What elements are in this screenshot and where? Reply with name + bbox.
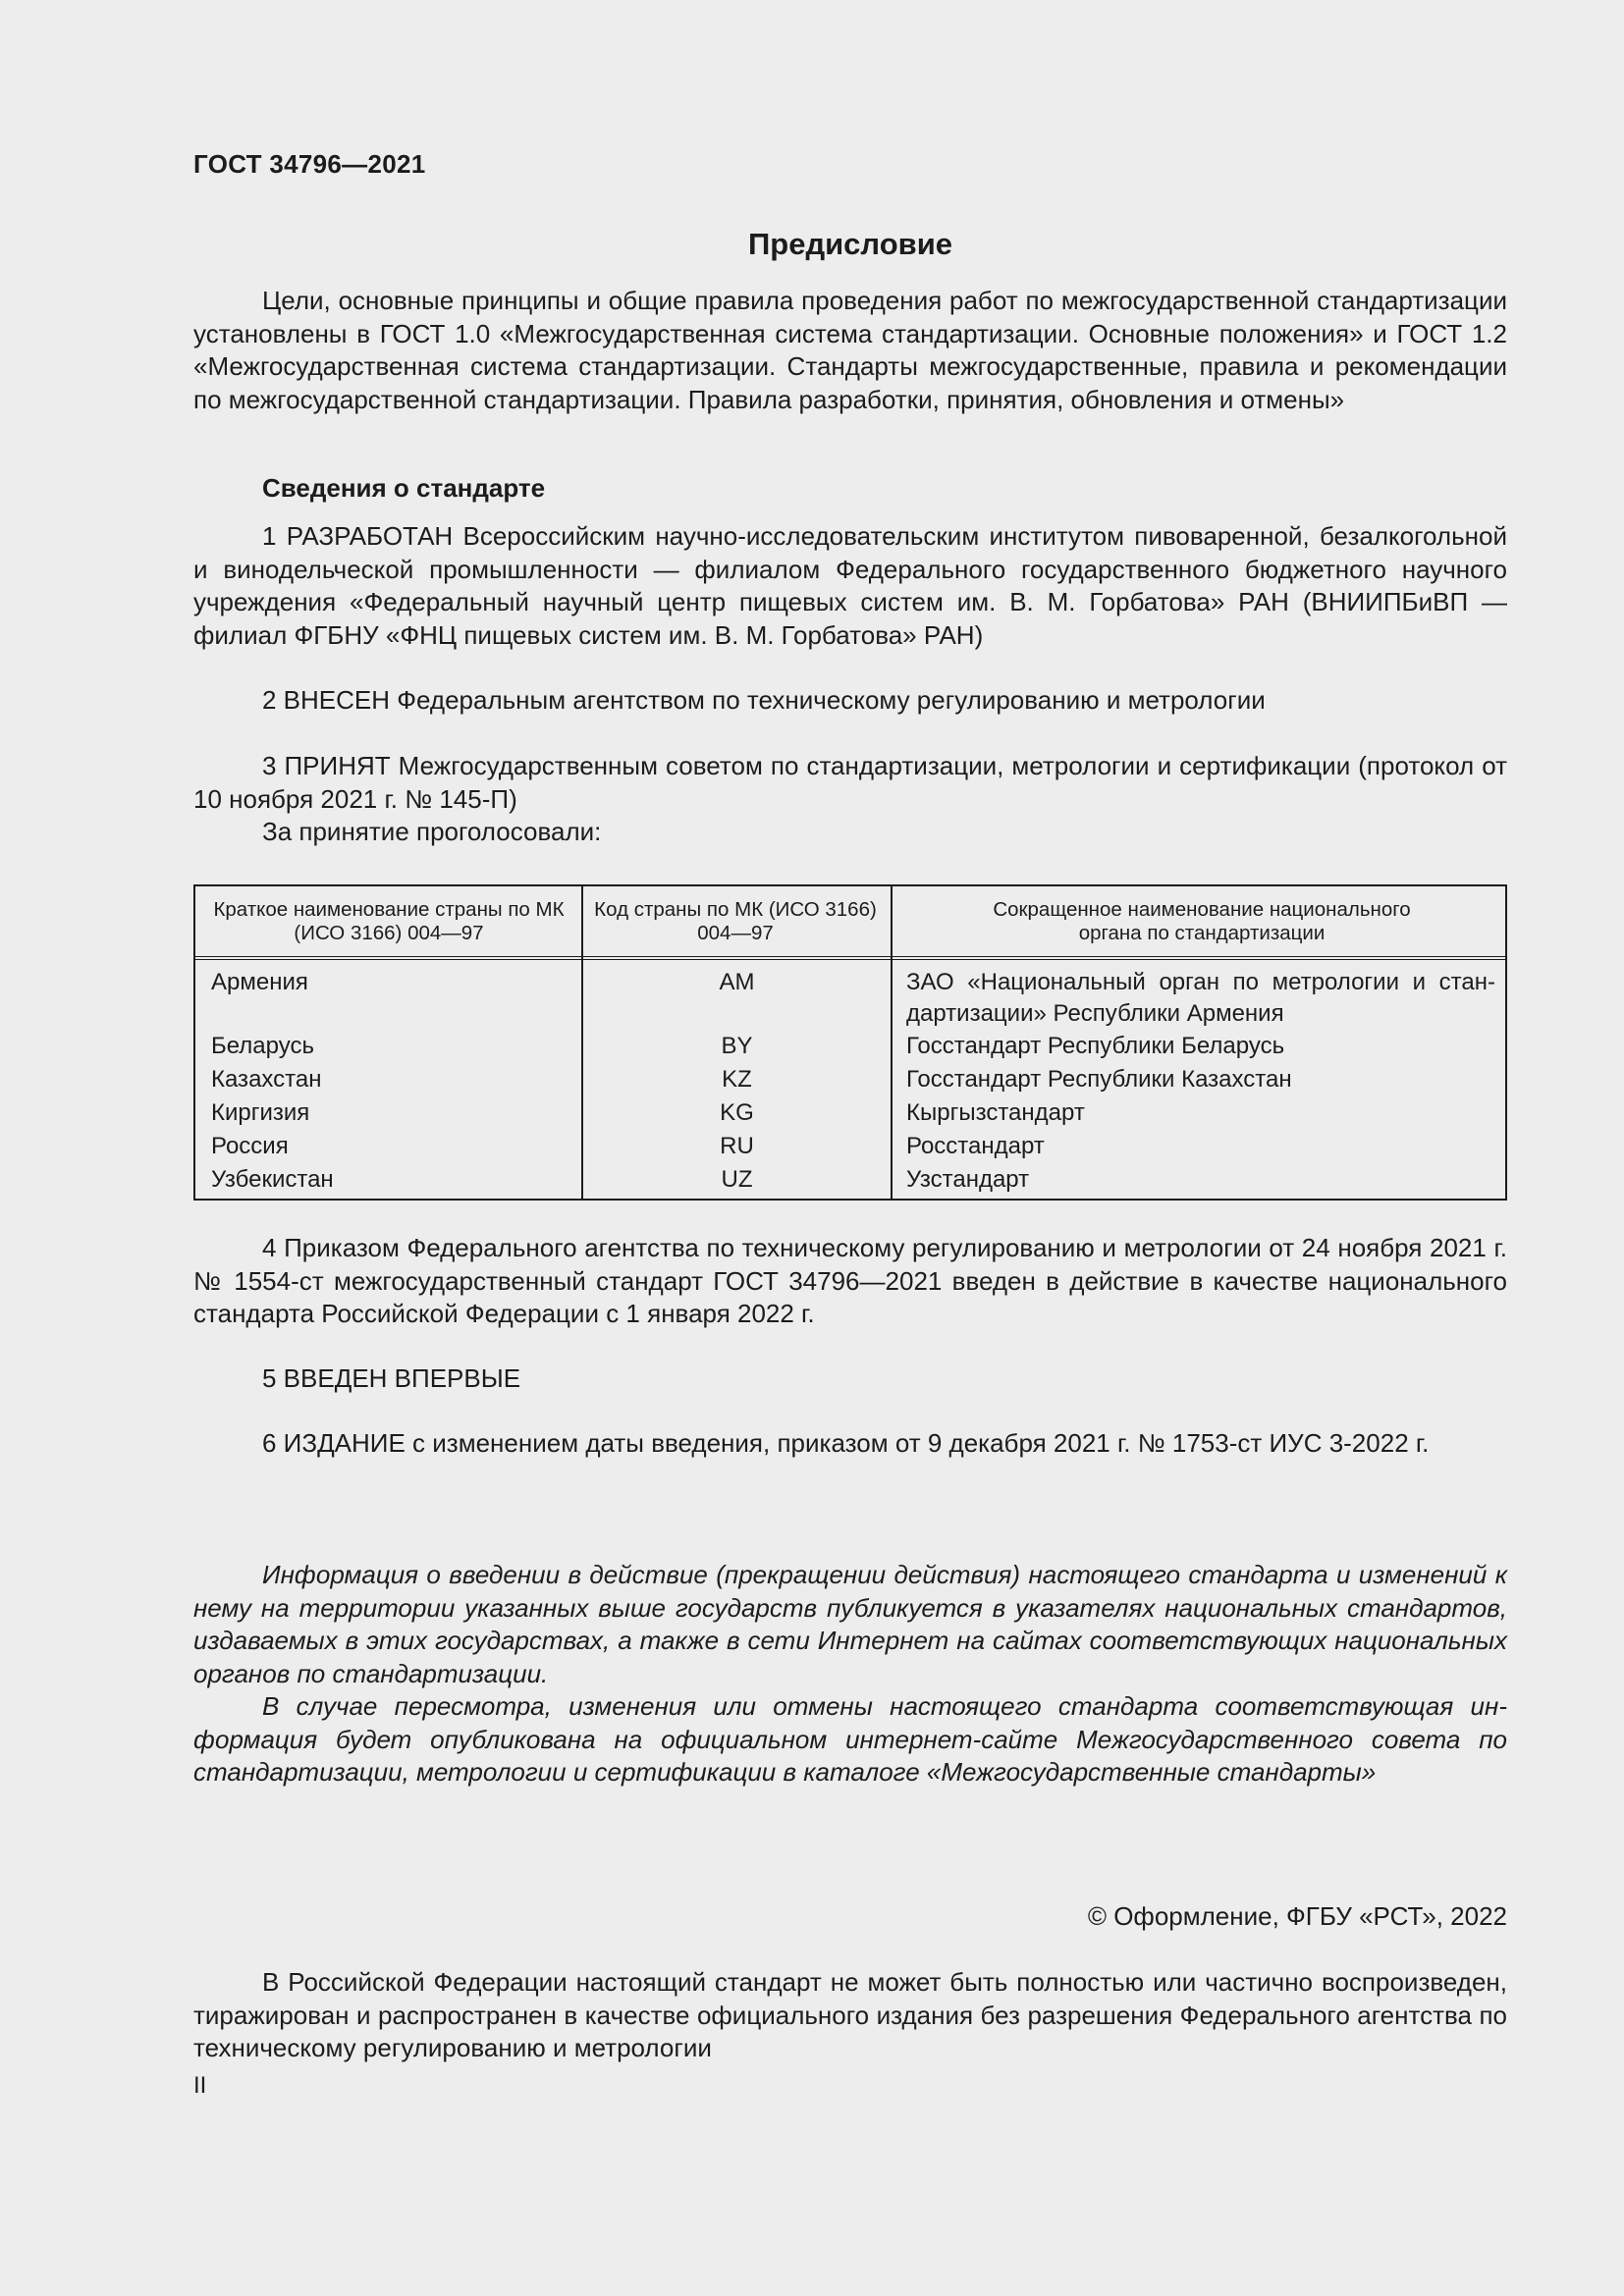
cell-body: Росстандарт [906,1133,1045,1159]
copyright: © Оформление, ФГБУ «РСТ», 2022 [1087,1901,1507,1931]
item-1: 1 РАЗРАБОТАН Всероссийским научно-исследовательским институтом пивоваренной, безалкогольной и винодельческой промышленности — филиалом Федерального государственного бюджетного научного учреждения «Федеральный научный центр пищевых систем им. В. М. Горбатова» РАН (ВНИИПБиВП — филиал ФГБНУ «ФНЦ пищевых систем им. В. М. Горбатова» РАН) [193,521,1507,650]
cell-country: Казахстан [211,1066,322,1093]
cell-country: Киргизия [211,1099,310,1126]
cell-country: Россия [211,1133,289,1159]
cell-body: Узстандарт [906,1166,1030,1193]
item-6: 6 ИЗДАНИЕ с изменением даты введения, приказом от 9 декабря 2021 г. № 1753-ст ИУС 3-2022 г. [262,1428,1430,1458]
item-2: 2 ВНЕСЕН Федеральным агентством по техническому регулированию и метрологии [262,685,1266,715]
section-title: Предисловие [747,227,952,261]
intro-paragraph: Цели, основные принципы и общие правила проведения работ по межгосударственной стандартизации установлены в ГОСТ 1.0 «Межгосударственная система стандартизации. Основные положения» и ГОСТ 1.2 «Межгосударственная система стандартизации. Стандарты межгосударственные, правила и рекомендации по межгосударственной стандартизации. Правила разработки, принятия, обновления и отмены» [193,286,1507,414]
cell-code: RU [720,1133,754,1159]
item-3: 3 ПРИНЯТ Межгосударственным советом по стандартизации, метрологии и сертификации (протокол от 10 ноября 2021 г. № 145-П) [193,751,1507,814]
cell-body: ЗАО «Национальный орган по метрологии и стандартизации» Республики Армения [906,969,1495,1027]
voting-table [193,884,1507,1201]
table-header-code: Код страны по МК (ИСО 3166) 004—97 [594,898,877,944]
subheading: Сведения о стандарте [262,473,546,503]
table-header [195,886,1505,957]
cell-code: UZ [721,1166,753,1193]
item-3-voted: За принятие проголосовали: [262,817,602,846]
cell-country: Армения [211,969,308,995]
item-5: 5 ВВЕДЕН ВПЕРВЫЕ [262,1363,521,1393]
cell-country: Узбекистан [211,1166,334,1193]
cell-country: Беларусь [211,1033,314,1059]
cell-code: KZ [722,1066,752,1093]
cell-code: BY [721,1033,753,1059]
info-paragraph-1: Информация о введении в действие (прекращении действия) настоящего стандарта и изменений к нему на территории указанных выше государств публикуется в указателях национальных стандартов, издаваемых в этих государствах, а также в сети Интернет на сайтах соответствующих национальных органов по стандартизации. [193,1560,1507,1688]
table-header-country: Краткое наименование страны по МК (ИСО 3166) 004—97 [213,898,565,944]
table-header-divider [195,956,1505,960]
item-4: 4 Приказом Федерального агентства по техническому регулированию и метрологии от 24 ноября 2021 г. № 1554-ст межгосударственный стандарт ГОСТ 34796—2021 введен в действие в качестве национального стандарта Российской Федерации с 1 января 2022 г. [193,1233,1507,1328]
cell-body: Госстандарт Республики Казахстан [906,1066,1292,1093]
info-paragraph-2: В случае пересмотра, изменения или отмены настоящего стандарта соответствующая информация будет опубликована на официальном интернет-сайте Межгосударственного совета по стандартизации, метрологии и сертификации в каталоге «Межгосударственные стандарты» [193,1691,1507,1787]
document-header: ГОСТ 34796—2021 [193,149,426,179]
cell-code: AM [719,969,755,995]
page-number: II [193,2072,207,2099]
rights-notice: В Российской Федерации настоящий стандарт не может быть полностью или частично воспроизведен, тиражирован и распространен в качестве официального издания без разрешения Федерального агентства по техническому регулированию и метрологии [193,1967,1507,2062]
cell-body: Госстандарт Республики Беларусь [906,1033,1285,1059]
cell-code: KG [720,1099,754,1126]
cell-body: Кыргызстандарт [906,1099,1085,1126]
table-header-body: Сокращенное наименование национального органа по стандартизации [993,898,1411,944]
